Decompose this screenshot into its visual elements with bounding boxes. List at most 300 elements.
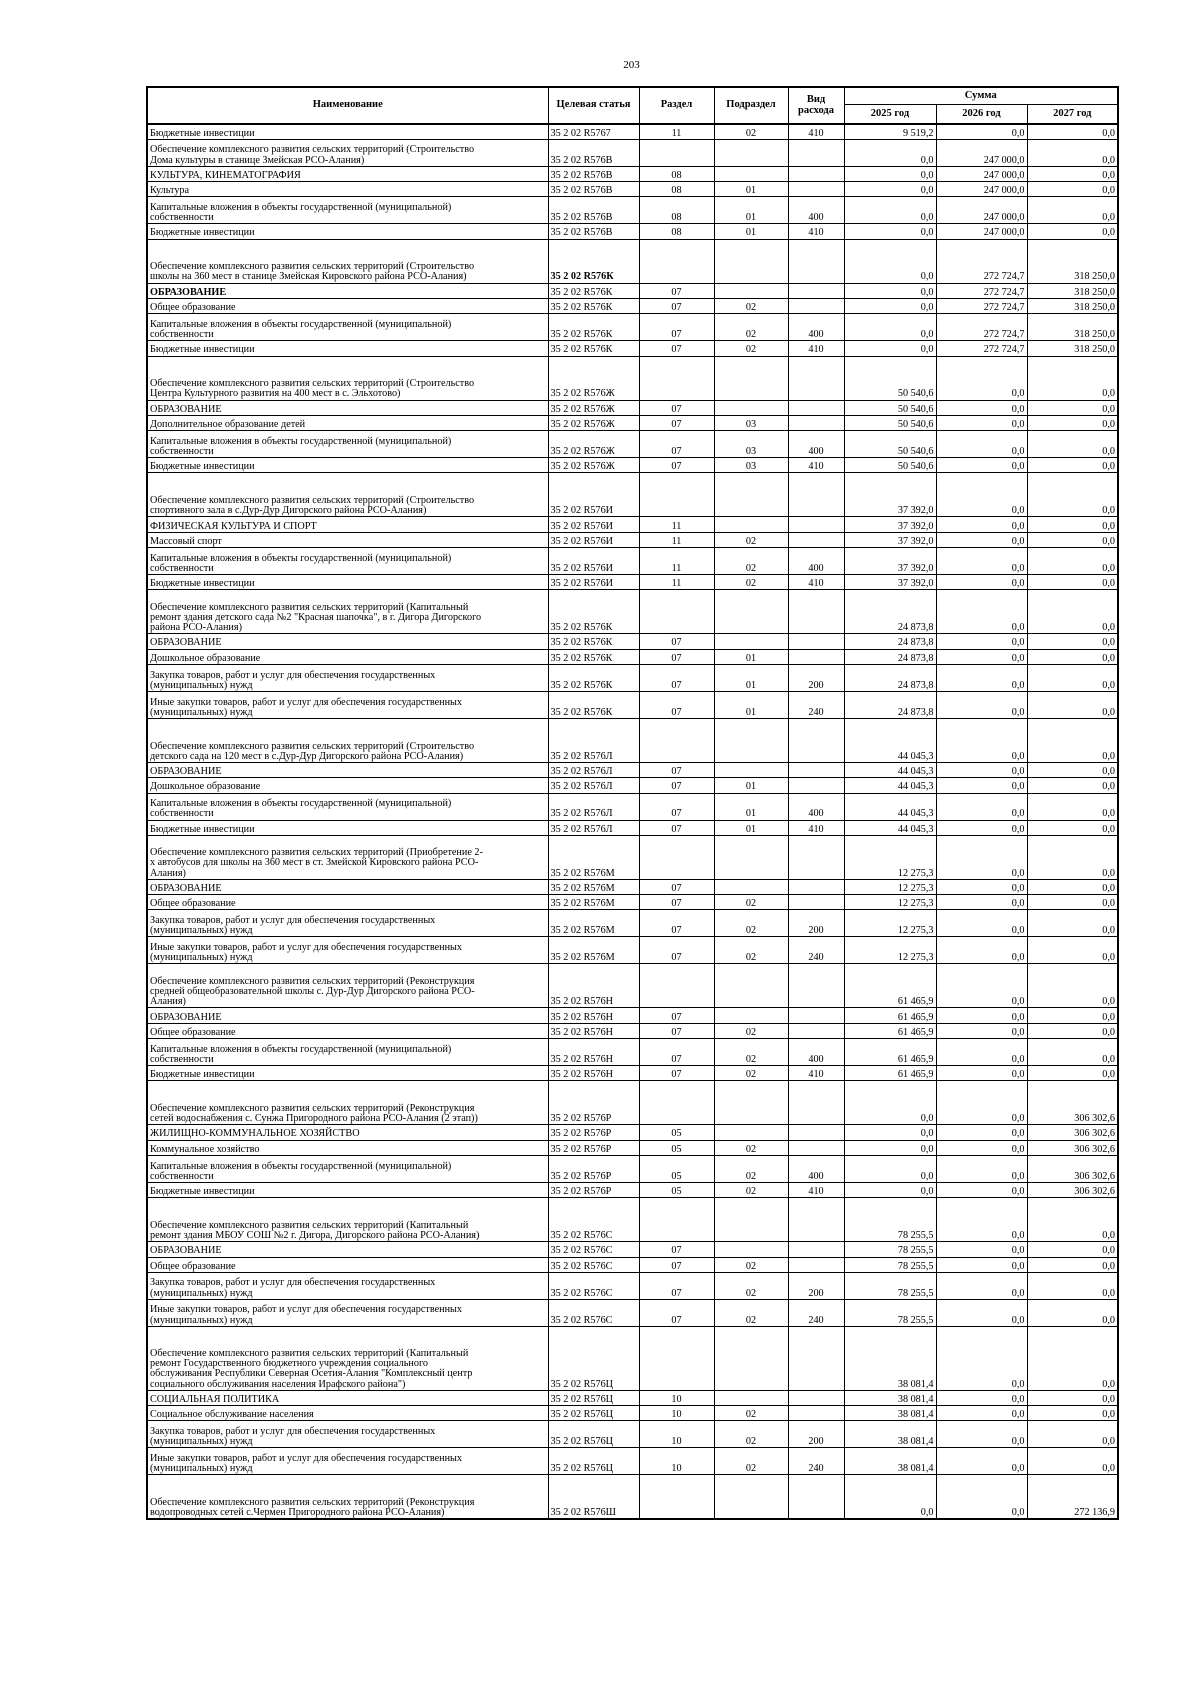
row-section: 05: [639, 1125, 714, 1140]
row-section: 07: [639, 778, 714, 793]
row-expense-type: 400: [788, 431, 844, 458]
row-value-2027: 0,0: [1027, 473, 1118, 517]
header-expense-type: Вид расхода: [788, 87, 844, 124]
table-row: [147, 1125, 1118, 1140]
row-value-2025: 61 465,9: [844, 1039, 936, 1066]
row-expense-type: [788, 634, 844, 649]
row-subsection: 02: [714, 1182, 788, 1197]
row-target-code: 35 2 02 R576Ц: [548, 1326, 639, 1390]
row-subsection: 01: [714, 197, 788, 224]
row-value-2026: 0,0: [936, 1421, 1027, 1448]
row-value-2027: 0,0: [1027, 590, 1118, 634]
header-year-2025: 2025 год: [844, 105, 936, 125]
row-name: Закупка товаров, работ и услуг для обеспечения государственных (муниципальных) нужд: [147, 664, 548, 691]
table-row: [147, 1475, 1118, 1519]
row-name: Бюджетные инвестиции: [147, 458, 548, 473]
row-section: 10: [639, 1448, 714, 1475]
table-row: [147, 879, 1118, 894]
row-section: 10: [639, 1390, 714, 1405]
row-name: Обеспечение комплексного развития сельских территорий (Реконструкция сетей водоснабжения с. Сунжа Пригородного района РСО-Алания (2 этап)): [147, 1081, 548, 1125]
row-name: Массовый спорт: [147, 532, 548, 547]
row-target-code: 35 2 02 R576Н: [548, 964, 639, 1008]
row-name: Обеспечение комплексного развития сельских территорий (Строительство детского сада на 120 мест в с.Дур-Дур Дигорского района РСО-Алания): [147, 718, 548, 762]
row-value-2027: 0,0: [1027, 937, 1118, 964]
row-subsection: 02: [714, 1257, 788, 1272]
table-row: [147, 1198, 1118, 1242]
row-name: Иные закупки товаров, работ и услуг для обеспечения государственных (муниципальных) нужд: [147, 1448, 548, 1475]
row-expense-type: [788, 1242, 844, 1257]
row-subsection: 02: [714, 1023, 788, 1038]
row-section: 07: [639, 820, 714, 835]
row-section: 07: [639, 341, 714, 356]
row-subsection: 02: [714, 548, 788, 575]
row-section: 07: [639, 1039, 714, 1066]
row-subsection: 02: [714, 1448, 788, 1475]
row-value-2025: 24 873,8: [844, 634, 936, 649]
header-year-2026: 2026 год: [936, 105, 1027, 125]
row-value-2025: 0,0: [844, 1475, 936, 1519]
row-target-code: 35 2 02 R576Л: [548, 718, 639, 762]
table-header: [147, 87, 1118, 124]
table-row: [147, 1182, 1118, 1197]
row-subsection: [714, 634, 788, 649]
table-row: [147, 356, 1118, 400]
row-value-2025: 61 465,9: [844, 1066, 936, 1081]
row-expense-type: [788, 1125, 844, 1140]
row-section: 07: [639, 298, 714, 313]
row-section: 07: [639, 1272, 714, 1299]
row-value-2026: 0,0: [936, 664, 1027, 691]
row-value-2026: 0,0: [936, 835, 1027, 879]
row-section: 07: [639, 314, 714, 341]
row-value-2027: 0,0: [1027, 649, 1118, 664]
row-section: 07: [639, 634, 714, 649]
row-value-2027: 0,0: [1027, 139, 1118, 166]
row-value-2025: 0,0: [844, 197, 936, 224]
row-subsection: [714, 879, 788, 894]
table-row: [147, 718, 1118, 762]
row-value-2026: 0,0: [936, 575, 1027, 590]
row-name: Социальное обслуживание населения: [147, 1406, 548, 1421]
row-value-2027: 0,0: [1027, 532, 1118, 547]
row-subsection: [714, 1390, 788, 1405]
row-value-2026: 0,0: [936, 1406, 1027, 1421]
row-name: Обеспечение комплексного развития сельских территорий (Капитальный ремонт здания детского сада №2 "Красная шапочка", в г. Дигора Дигорского района РСО-Алания): [147, 590, 548, 634]
row-section: [639, 1475, 714, 1519]
row-subsection: 02: [714, 314, 788, 341]
row-subsection: [714, 964, 788, 1008]
row-subsection: [714, 356, 788, 400]
row-value-2027: 0,0: [1027, 415, 1118, 430]
row-value-2025: 50 540,6: [844, 458, 936, 473]
row-section: [639, 835, 714, 879]
row-target-code: 35 2 02 R576В: [548, 224, 639, 239]
row-value-2027: 0,0: [1027, 548, 1118, 575]
row-value-2025: 44 045,3: [844, 762, 936, 777]
row-target-code: 35 2 02 R5767: [548, 124, 639, 139]
row-name: Бюджетные инвестиции: [147, 341, 548, 356]
table-row: [147, 1326, 1118, 1390]
table-row: [147, 1008, 1118, 1023]
row-name: Культура: [147, 182, 548, 197]
row-target-code: 35 2 02 R576Р: [548, 1155, 639, 1182]
row-value-2025: 61 465,9: [844, 964, 936, 1008]
row-subsection: 02: [714, 910, 788, 937]
row-expense-type: [788, 895, 844, 910]
row-value-2026: 0,0: [936, 590, 1027, 634]
row-expense-type: [788, 283, 844, 298]
row-value-2026: 0,0: [936, 820, 1027, 835]
row-section: 07: [639, 910, 714, 937]
row-expense-type: [788, 1390, 844, 1405]
row-name: ОБРАЗОВАНИЕ: [147, 762, 548, 777]
row-target-code: 35 2 02 R576И: [548, 517, 639, 532]
row-subsection: [714, 590, 788, 634]
table-row: [147, 1448, 1118, 1475]
row-value-2026: 0,0: [936, 431, 1027, 458]
row-section: 11: [639, 517, 714, 532]
row-value-2027: 0,0: [1027, 1390, 1118, 1405]
row-value-2027: 0,0: [1027, 1198, 1118, 1242]
table-row: [147, 1023, 1118, 1038]
row-value-2026: 0,0: [936, 937, 1027, 964]
row-section: 11: [639, 124, 714, 139]
row-value-2025: 0,0: [844, 239, 936, 283]
row-subsection: 01: [714, 649, 788, 664]
table-row: [147, 517, 1118, 532]
row-name: ОБРАЗОВАНИЕ: [147, 400, 548, 415]
row-value-2026: 0,0: [936, 415, 1027, 430]
row-name: Закупка товаров, работ и услуг для обеспечения государственных (муниципальных) нужд: [147, 1421, 548, 1448]
row-expense-type: [788, 1326, 844, 1390]
row-target-code: 35 2 02 R576Н: [548, 1039, 639, 1066]
row-value-2027: 0,0: [1027, 762, 1118, 777]
row-value-2026: 0,0: [936, 1039, 1027, 1066]
row-expense-type: [788, 1257, 844, 1272]
row-target-code: 35 2 02 R576Ц: [548, 1390, 639, 1405]
row-target-code: 35 2 02 R576И: [548, 575, 639, 590]
row-value-2025: 78 255,5: [844, 1257, 936, 1272]
row-section: [639, 718, 714, 762]
row-expense-type: [788, 356, 844, 400]
row-section: [639, 1081, 714, 1125]
row-section: 05: [639, 1182, 714, 1197]
row-section: 07: [639, 1257, 714, 1272]
row-value-2025: 0,0: [844, 1140, 936, 1155]
row-expense-type: 400: [788, 548, 844, 575]
row-name: ОБРАЗОВАНИЕ: [147, 634, 548, 649]
row-subsection: [714, 1081, 788, 1125]
row-value-2025: 0,0: [844, 314, 936, 341]
row-value-2026: 0,0: [936, 517, 1027, 532]
row-section: 10: [639, 1421, 714, 1448]
row-value-2025: 0,0: [844, 182, 936, 197]
row-section: 07: [639, 895, 714, 910]
row-expense-type: [788, 298, 844, 313]
row-section: [639, 473, 714, 517]
row-expense-type: [788, 879, 844, 894]
row-name: Обеспечение комплексного развития сельских территорий (Капитальный ремонт Государственного бюджетного учреждения социального обслуживания Республики Северная Осетия-Алания "Комплексный центр социального обслуживания населения Ирафского района"): [147, 1326, 548, 1390]
row-section: 11: [639, 575, 714, 590]
row-subsection: 02: [714, 895, 788, 910]
table-row: [147, 895, 1118, 910]
row-section: 10: [639, 1406, 714, 1421]
row-value-2026: 0,0: [936, 1008, 1027, 1023]
row-value-2026: 0,0: [936, 879, 1027, 894]
table-row: [147, 575, 1118, 590]
header-year-2027: 2027 год: [1027, 105, 1118, 125]
row-value-2027: 306 302,6: [1027, 1155, 1118, 1182]
row-name: Иные закупки товаров, работ и услуг для обеспечения государственных (муниципальных) нужд: [147, 1299, 548, 1326]
row-name: Капитальные вложения в объекты государственной (муниципальной) собственности: [147, 197, 548, 224]
row-value-2026: 0,0: [936, 1066, 1027, 1081]
row-expense-type: 240: [788, 691, 844, 718]
row-value-2027: 0,0: [1027, 1406, 1118, 1421]
row-subsection: 02: [714, 1406, 788, 1421]
row-section: 07: [639, 664, 714, 691]
row-name: Дошкольное образование: [147, 649, 548, 664]
row-value-2025: 24 873,8: [844, 649, 936, 664]
row-expense-type: 410: [788, 1066, 844, 1081]
row-name: Капитальные вложения в объекты государственной (муниципальной) собственности: [147, 1039, 548, 1066]
row-target-code: 35 2 02 R576Н: [548, 1023, 639, 1038]
row-value-2025: 44 045,3: [844, 778, 936, 793]
row-value-2026: 0,0: [936, 1390, 1027, 1405]
row-section: 07: [639, 400, 714, 415]
row-value-2026: 0,0: [936, 1242, 1027, 1257]
row-subsection: 02: [714, 1039, 788, 1066]
row-name: ОБРАЗОВАНИЕ: [147, 879, 548, 894]
row-expense-type: [788, 1406, 844, 1421]
row-expense-type: 410: [788, 575, 844, 590]
row-value-2026: 247 000,0: [936, 182, 1027, 197]
row-value-2027: 0,0: [1027, 1326, 1118, 1390]
row-name: Бюджетные инвестиции: [147, 820, 548, 835]
row-value-2027: 306 302,6: [1027, 1182, 1118, 1197]
row-value-2025: 78 255,5: [844, 1272, 936, 1299]
row-value-2025: 78 255,5: [844, 1198, 936, 1242]
row-value-2027: 0,0: [1027, 431, 1118, 458]
row-section: 07: [639, 1008, 714, 1023]
table-row: [147, 1039, 1118, 1066]
row-subsection: [714, 283, 788, 298]
row-value-2027: 0,0: [1027, 634, 1118, 649]
row-name: Обеспечение комплексного развития сельских территорий (Строительство Центра Культурного развития на 400 мест в с. Эльхотово): [147, 356, 548, 400]
row-target-code: 35 2 02 R576Р: [548, 1182, 639, 1197]
row-value-2025: 44 045,3: [844, 793, 936, 820]
row-name: Обеспечение комплексного развития сельских территорий (Реконструкция средней общеобразовательной школы с. Дур-Дур Дигорского района РСО- Алания): [147, 964, 548, 1008]
row-value-2027: 306 302,6: [1027, 1125, 1118, 1140]
row-value-2026: 0,0: [936, 1125, 1027, 1140]
budget-table: [146, 86, 1119, 1520]
row-value-2027: 0,0: [1027, 964, 1118, 1008]
row-target-code: 35 2 02 R576Л: [548, 820, 639, 835]
row-name: Общее образование: [147, 895, 548, 910]
row-target-code: 35 2 02 R576К: [548, 649, 639, 664]
row-subsection: [714, 473, 788, 517]
table-row: [147, 778, 1118, 793]
row-value-2025: 0,0: [844, 1155, 936, 1182]
row-name: Иные закупки товаров, работ и услуг для обеспечения государственных (муниципальных) нужд: [147, 691, 548, 718]
row-name: Капитальные вложения в объекты государственной (муниципальной) собственности: [147, 548, 548, 575]
row-subsection: [714, 139, 788, 166]
table-row: [147, 283, 1118, 298]
row-target-code: 35 2 02 R576Л: [548, 793, 639, 820]
header-subsection: Подраздел: [714, 87, 788, 124]
table-row: [147, 197, 1118, 224]
row-expense-type: [788, 1008, 844, 1023]
row-value-2026: 0,0: [936, 1140, 1027, 1155]
row-value-2025: 37 392,0: [844, 517, 936, 532]
header-sum: Сумма: [844, 87, 1118, 105]
row-expense-type: [788, 964, 844, 1008]
header-section: Раздел: [639, 87, 714, 124]
row-expense-type: [788, 1023, 844, 1038]
row-section: 07: [639, 691, 714, 718]
row-value-2026: 0,0: [936, 473, 1027, 517]
row-value-2025: 50 540,6: [844, 415, 936, 430]
row-value-2027: 0,0: [1027, 1272, 1118, 1299]
row-subsection: 01: [714, 793, 788, 820]
row-value-2025: 78 255,5: [844, 1299, 936, 1326]
row-target-code: 35 2 02 R576Ж: [548, 415, 639, 430]
row-value-2026: 272 724,7: [936, 283, 1027, 298]
row-value-2026: 0,0: [936, 1023, 1027, 1038]
row-expense-type: [788, 532, 844, 547]
row-subsection: [714, 762, 788, 777]
row-value-2027: 0,0: [1027, 182, 1118, 197]
row-expense-type: [788, 473, 844, 517]
row-value-2025: 0,0: [844, 1182, 936, 1197]
row-target-code: 35 2 02 R576В: [548, 182, 639, 197]
row-value-2026: 247 000,0: [936, 224, 1027, 239]
row-subsection: [714, 517, 788, 532]
row-value-2027: 318 250,0: [1027, 341, 1118, 356]
row-section: 11: [639, 532, 714, 547]
row-value-2026: 272 724,7: [936, 341, 1027, 356]
row-value-2027: 0,0: [1027, 1257, 1118, 1272]
row-expense-type: [788, 517, 844, 532]
row-target-code: 35 2 02 R576К: [548, 691, 639, 718]
row-expense-type: 410: [788, 820, 844, 835]
row-name: Бюджетные инвестиции: [147, 224, 548, 239]
table-row: [147, 400, 1118, 415]
table-row: [147, 1242, 1118, 1257]
row-expense-type: 240: [788, 1299, 844, 1326]
row-name: ОБРАЗОВАНИЕ: [147, 1008, 548, 1023]
row-subsection: 02: [714, 341, 788, 356]
row-expense-type: 240: [788, 937, 844, 964]
row-value-2025: 0,0: [844, 139, 936, 166]
row-target-code: 35 2 02 R576К: [548, 314, 639, 341]
row-value-2025: 0,0: [844, 1081, 936, 1125]
table-row: [147, 239, 1118, 283]
row-value-2027: 306 302,6: [1027, 1081, 1118, 1125]
row-value-2027: 0,0: [1027, 664, 1118, 691]
row-value-2026: 0,0: [936, 964, 1027, 1008]
row-expense-type: [788, 415, 844, 430]
table-row: [147, 691, 1118, 718]
row-expense-type: [788, 762, 844, 777]
row-value-2027: 0,0: [1027, 793, 1118, 820]
row-value-2027: 0,0: [1027, 517, 1118, 532]
row-value-2025: 61 465,9: [844, 1008, 936, 1023]
row-name: Капитальные вложения в объекты государственной (муниципальной) собственности: [147, 1155, 548, 1182]
row-value-2026: 0,0: [936, 634, 1027, 649]
row-value-2026: 0,0: [936, 718, 1027, 762]
row-value-2026: 0,0: [936, 691, 1027, 718]
row-value-2027: 306 302,6: [1027, 1140, 1118, 1155]
row-name: КУЛЬТУРА, КИНЕМАТОГРАФИЯ: [147, 166, 548, 181]
row-section: 07: [639, 458, 714, 473]
row-expense-type: 200: [788, 664, 844, 691]
row-value-2025: 61 465,9: [844, 1023, 936, 1038]
table-row: [147, 166, 1118, 181]
row-value-2027: 0,0: [1027, 458, 1118, 473]
row-value-2026: 272 724,7: [936, 314, 1027, 341]
table-row: [147, 1140, 1118, 1155]
table-row: [147, 532, 1118, 547]
row-target-code: 35 2 02 R576Ж: [548, 400, 639, 415]
row-section: 07: [639, 1066, 714, 1081]
row-value-2025: 0,0: [844, 1125, 936, 1140]
row-name: Обеспечение комплексного развития сельских территорий (Строительство спортивного зала в с.Дур-Дур Дигорского района РСО-Алания): [147, 473, 548, 517]
row-value-2025: 24 873,8: [844, 664, 936, 691]
table-row: [147, 762, 1118, 777]
row-value-2026: 0,0: [936, 793, 1027, 820]
row-value-2026: 0,0: [936, 124, 1027, 139]
row-value-2026: 0,0: [936, 762, 1027, 777]
row-subsection: 02: [714, 575, 788, 590]
row-value-2027: 0,0: [1027, 356, 1118, 400]
row-name: Дошкольное образование: [147, 778, 548, 793]
row-value-2026: 0,0: [936, 649, 1027, 664]
row-expense-type: [788, 1081, 844, 1125]
row-subsection: 02: [714, 532, 788, 547]
row-target-code: 35 2 02 R576Ш: [548, 1475, 639, 1519]
row-target-code: 35 2 02 R576Л: [548, 778, 639, 793]
row-target-code: 35 2 02 R576М: [548, 937, 639, 964]
row-subsection: [714, 1242, 788, 1257]
row-value-2026: 0,0: [936, 1475, 1027, 1519]
row-value-2025: 37 392,0: [844, 532, 936, 547]
row-name: Капитальные вложения в объекты государственной (муниципальной) собственности: [147, 431, 548, 458]
row-value-2027: 0,0: [1027, 718, 1118, 762]
row-subsection: 02: [714, 1421, 788, 1448]
row-value-2026: 0,0: [936, 910, 1027, 937]
row-name: Дополнительное образование детей: [147, 415, 548, 430]
row-expense-type: 400: [788, 1155, 844, 1182]
table-row: [147, 139, 1118, 166]
row-expense-type: [788, 1475, 844, 1519]
row-value-2027: 0,0: [1027, 400, 1118, 415]
row-target-code: 35 2 02 R576С: [548, 1257, 639, 1272]
table-row: [147, 590, 1118, 634]
row-value-2025: 38 081,4: [844, 1448, 936, 1475]
row-target-code: 35 2 02 R576И: [548, 532, 639, 547]
table-row: [147, 314, 1118, 341]
page-number: 203: [623, 59, 640, 71]
row-value-2027: 0,0: [1027, 820, 1118, 835]
row-value-2027: 0,0: [1027, 879, 1118, 894]
row-value-2025: 50 540,6: [844, 356, 936, 400]
row-target-code: 35 2 02 R576И: [548, 473, 639, 517]
row-subsection: 03: [714, 458, 788, 473]
row-target-code: 35 2 02 R576М: [548, 910, 639, 937]
row-value-2026: 0,0: [936, 1299, 1027, 1326]
row-target-code: 35 2 02 R576Н: [548, 1008, 639, 1023]
row-name: ОБРАЗОВАНИЕ: [147, 1242, 548, 1257]
